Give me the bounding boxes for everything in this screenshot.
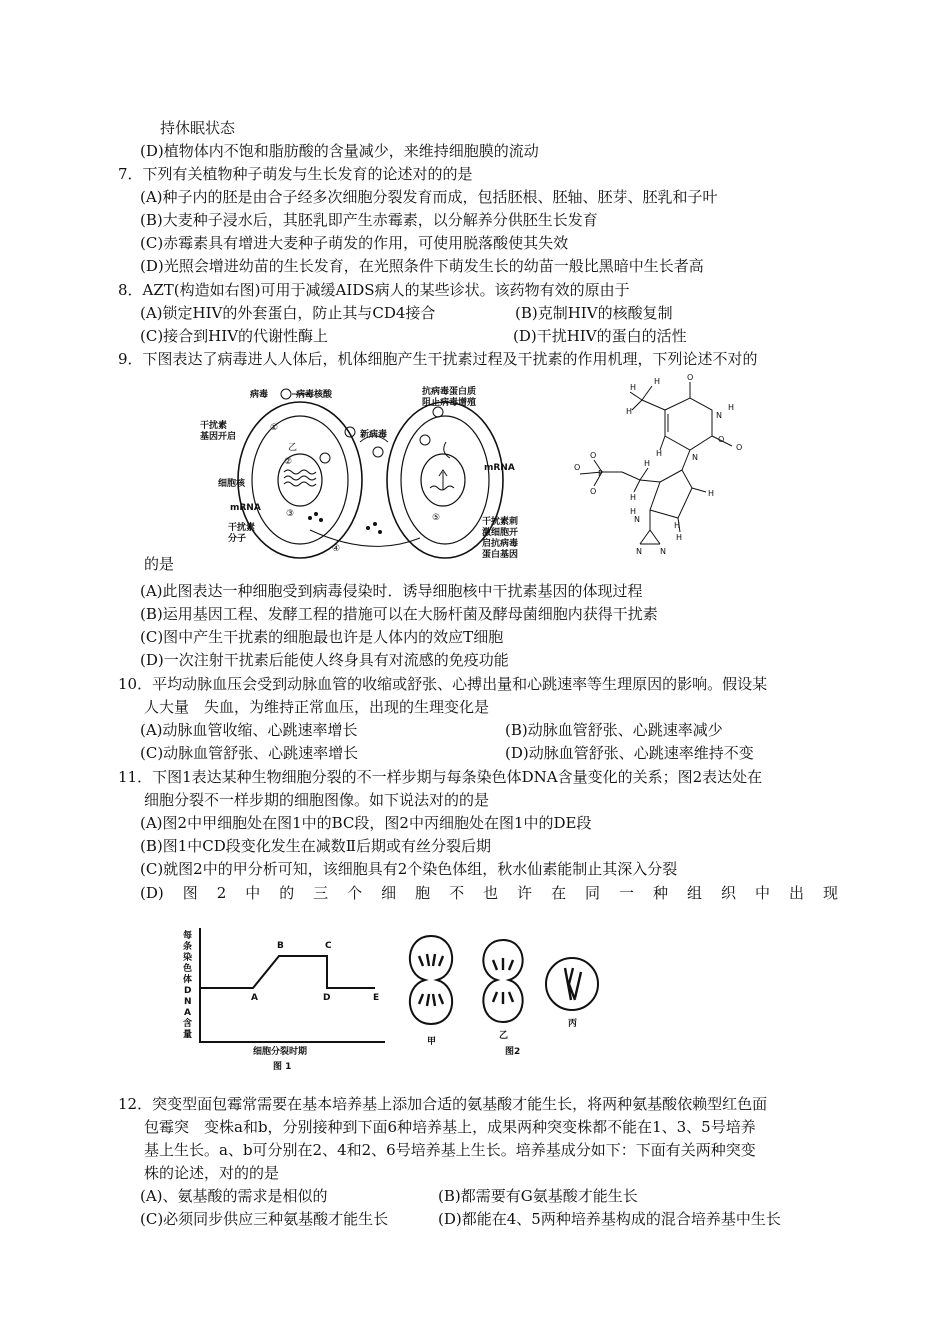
option-justified bbox=[140, 883, 838, 903]
char: 的 bbox=[279, 884, 295, 902]
option: (B)运用基因工程、发酵工程的措施可以在大肠杆菌及酵母菌细胞内获得干扰素 bbox=[140, 605, 658, 623]
option: (D)都能在4、5两种培养基构成的混合培养基中生长 bbox=[438, 1210, 781, 1228]
atom-label: O bbox=[590, 451, 597, 460]
option: (D)光照会增进幼苗的生长发育，在光照条件下萌发生长的幼苗一般比黑暗中生长者高 bbox=[140, 257, 704, 275]
char: 三 bbox=[313, 884, 329, 902]
option: (B)都需要有G氨基酸才能生长 bbox=[438, 1187, 638, 1205]
point-label: A bbox=[251, 993, 258, 1003]
option: (C)赤霉素具有增进大麦种子萌发的作用，可使用脱落酸使其失效 bbox=[140, 234, 569, 252]
viral-nucleic-acid-label: 病毒核酸 bbox=[296, 390, 333, 400]
atom-label: H bbox=[630, 507, 637, 516]
atom-label: O bbox=[574, 463, 581, 472]
text-line: (D)植物体内不饱和脂肪酸的含量减少，来维持细胞膜的流动 bbox=[140, 142, 539, 160]
option: (A)此图表达一种细胞受到病毒侵染时．诱导细胞核中干扰素基因的体现过程 bbox=[140, 582, 643, 600]
option: (C)动脉血管舒张、心跳速率增长 bbox=[140, 744, 359, 762]
option: (C)必须同步供应三种氨基酸才能生长 bbox=[140, 1210, 389, 1228]
text-line: 基上生长。a、b可分别在2、4和2、6号培养基上生长。培养基成分如下：下面有关两种突变 bbox=[144, 1141, 756, 1159]
atom-label: O bbox=[590, 487, 597, 496]
point-label: D bbox=[323, 993, 331, 1003]
char: 也 bbox=[483, 884, 499, 902]
char: 细 bbox=[381, 884, 397, 902]
y-axis-label: 含 bbox=[183, 1019, 193, 1029]
label-interferon: 分子 bbox=[228, 534, 247, 544]
question-9: 9．下图表达了病毒进人人体后，机体细胞产生干扰素过程及干扰素的作用机理，下列论述不对的 bbox=[118, 350, 758, 368]
char: 织 bbox=[720, 884, 736, 902]
point-label: E bbox=[373, 993, 380, 1003]
label-nucleus: 细胞核 bbox=[218, 479, 246, 489]
question-11: 11．下图1表达某种生物细胞分裂的不一样步期与每条染色体DNA含量变化的关系；图2表达处在 bbox=[118, 768, 763, 786]
question-8: 8．AZT(构造如右图)可用于减缓AIDS病人的某些诊状。该药物有效的原由于 bbox=[118, 281, 630, 299]
option: (A)种子内的胚是由合子经多次细胞分裂发育而成，包括胚根、胚轴、胚芽、胚乳和子叶 bbox=[140, 188, 718, 206]
char: 种 bbox=[653, 884, 669, 902]
text-line: 人大量 失血，为维持正常血压，出现的生理变化是 bbox=[144, 698, 490, 716]
y-axis-label: 染 bbox=[183, 953, 193, 963]
char: 2 bbox=[216, 884, 227, 902]
char: 现 bbox=[822, 884, 838, 902]
y-axis-label: 色 bbox=[183, 964, 193, 974]
option: (A)图2中甲细胞处在图1中的BC段，图2中丙细胞处在图1中的DE段 bbox=[140, 814, 592, 832]
atom-label: N bbox=[692, 453, 698, 462]
atom-label: H bbox=[630, 383, 637, 392]
option: (B)克制HIV的核酸复制 bbox=[515, 304, 673, 322]
atom-label: H bbox=[654, 377, 661, 386]
atom-label: H bbox=[644, 459, 651, 468]
step-1: ① bbox=[270, 423, 279, 433]
label-mrna: mRNA bbox=[230, 503, 261, 513]
label: 乙 bbox=[288, 443, 298, 453]
y-axis-label: N bbox=[184, 997, 192, 1007]
option: (A)、氨基酸的需求是相似的 bbox=[140, 1187, 328, 1205]
char: 中 bbox=[245, 884, 261, 902]
option: (B)图1中CD段变化发生在减数Ⅱ后期或有丝分裂后期 bbox=[140, 837, 491, 855]
interferon-diagram bbox=[200, 380, 530, 575]
step-2: ② bbox=[284, 457, 293, 467]
y-axis-label: D bbox=[184, 986, 192, 996]
char: 同 bbox=[585, 884, 601, 902]
text-line: 株的论述，对的的是 bbox=[144, 1164, 280, 1182]
char: 胞 bbox=[415, 884, 431, 902]
label-antiviral: 阻止病毒增殖 bbox=[422, 398, 477, 408]
char: 个 bbox=[347, 884, 363, 902]
label-mrna: mRNA bbox=[484, 463, 515, 473]
option: (C)就图2中的甲分析可知，该细胞具有2个染色体组，秋水仙素能制止其深入分裂 bbox=[140, 860, 678, 878]
y-axis-label: 每 bbox=[183, 931, 193, 941]
figure-caption: 图 1 bbox=[273, 1062, 292, 1072]
atom-label: N bbox=[716, 411, 722, 420]
option: (A)动脉血管收缩、心跳速率增长 bbox=[140, 721, 358, 739]
figure-1-graph bbox=[175, 920, 390, 1075]
question-7: 7．下列有关植物种子萌发与生长发育的论述对的的是 bbox=[118, 165, 473, 183]
point-label: B bbox=[277, 941, 284, 951]
atom-label: H bbox=[656, 449, 663, 458]
virus-label: 病毒 bbox=[250, 390, 269, 400]
atom-label: H bbox=[708, 489, 715, 498]
text-line: 的是 bbox=[144, 555, 175, 573]
text-line: 包霉突 变株a和b，分别接种到下面6种培养基上，成果两种突变株都不能在1、3、5号培养 bbox=[144, 1118, 756, 1136]
figure-caption: 图2 bbox=[505, 1047, 521, 1055]
question-10: 10．平均动脉血压会受到动脉血管的收缩或舒张、心搏出量和心跳速率等生理原因的影响。假设某 bbox=[118, 675, 768, 693]
option: (D)干扰HIV的蛋白的活性 bbox=[513, 327, 687, 345]
atom-label: N bbox=[636, 547, 642, 556]
option: (D)动脉血管舒张、心跳速率维持不变 bbox=[505, 744, 754, 762]
atom-label: N bbox=[634, 515, 640, 524]
option: (B)动脉血管舒张、心跳速率减少 bbox=[505, 721, 723, 739]
label-ifn-gene: 基因开启 bbox=[200, 432, 237, 442]
atom-label: N bbox=[660, 547, 666, 556]
char: 中 bbox=[754, 884, 770, 902]
label-interferon: 干扰素 bbox=[228, 523, 256, 533]
atom-label: O bbox=[736, 443, 743, 452]
text-line: 细胞分裂不一样步期的细胞图像。如下说法对的的是 bbox=[144, 791, 490, 809]
label-antiviral: 抗病毒蛋白质 bbox=[422, 387, 477, 397]
y-axis-label: 量 bbox=[183, 1030, 193, 1040]
step-3: ③ bbox=[286, 509, 295, 519]
figure-2-cells bbox=[395, 930, 605, 1055]
option: (B)大麦种子浸水后，其胚乳即产生赤霉素，以分解养分供胚生长发育 bbox=[140, 211, 598, 229]
char: 许 bbox=[517, 884, 533, 902]
option: (C)接合到HIV的代谢性酶上 bbox=[140, 327, 329, 345]
x-axis-label: 细胞分裂时期 bbox=[253, 1047, 308, 1057]
atom-label: H bbox=[630, 493, 637, 502]
atom-label: O bbox=[687, 373, 694, 382]
label-new-virus: 新病毒 bbox=[360, 430, 388, 440]
char: 出 bbox=[788, 884, 804, 902]
char: 一 bbox=[619, 884, 635, 902]
cell-label: 甲 bbox=[427, 1037, 437, 1047]
atom-label: P bbox=[598, 469, 603, 478]
step-5: ⑤ bbox=[432, 513, 441, 523]
atom-label: H bbox=[728, 403, 735, 412]
y-axis-label: 体 bbox=[183, 975, 193, 985]
label-stim: 干扰素刺 bbox=[482, 517, 519, 527]
point-label: C bbox=[325, 941, 332, 951]
step-4: ④ bbox=[332, 544, 341, 554]
option: (D)一次注射干扰素后能使人终身具有对流感的免疫功能 bbox=[140, 651, 509, 669]
atom-label: H bbox=[626, 407, 633, 416]
label-stim: 蛋白基因 bbox=[482, 550, 519, 560]
atom-label: H bbox=[676, 533, 683, 542]
atom-label: H bbox=[674, 521, 681, 530]
char: 不 bbox=[449, 884, 465, 902]
option: (A)锁定HIV的外套蛋白，防止其与CD4接合 bbox=[140, 304, 436, 322]
char: (D) bbox=[140, 884, 164, 902]
label-ifn-gene: 干扰素 bbox=[200, 421, 228, 431]
char: 图 bbox=[182, 884, 198, 902]
atom-label: O bbox=[718, 435, 725, 444]
cell-label: 丙 bbox=[568, 1019, 578, 1029]
char: 组 bbox=[687, 884, 703, 902]
char: 在 bbox=[551, 884, 567, 902]
y-axis-label: 条 bbox=[183, 942, 193, 952]
question-12: 12．突变型面包霉常需要在基本培养基上添加合适的氨基酸才能生长，将两种氨基酸依赖型红色面 bbox=[118, 1095, 768, 1113]
label-stim: 启抗病毒 bbox=[482, 539, 519, 549]
option: (C)图中产生干扰素的细胞最也许是人体内的效应T细胞 bbox=[140, 628, 504, 646]
y-axis-label: A bbox=[184, 1008, 191, 1018]
cell-label: 乙 bbox=[499, 1031, 509, 1041]
azt-structure bbox=[570, 370, 760, 560]
text-line: 持休眠状态 bbox=[160, 119, 236, 137]
label-stim: 激细胞开 bbox=[482, 528, 519, 538]
